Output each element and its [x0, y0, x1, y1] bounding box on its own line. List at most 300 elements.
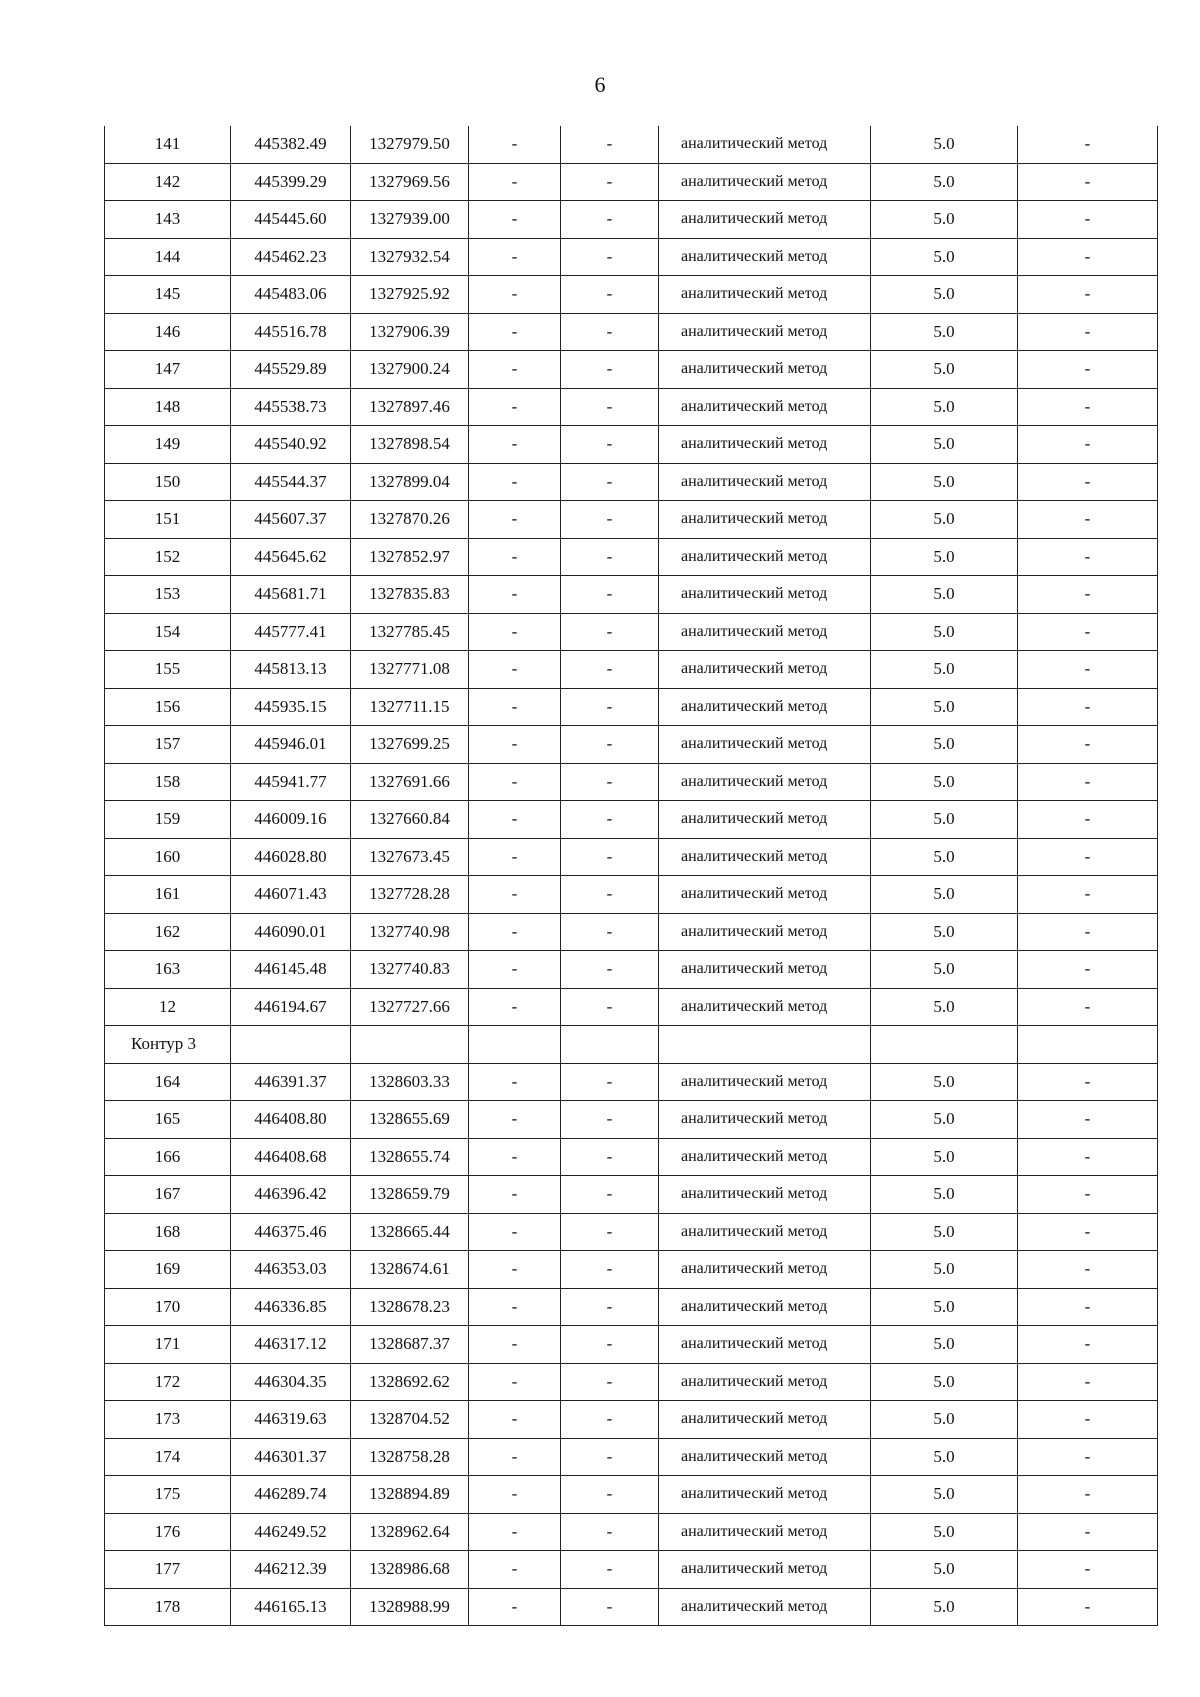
method-cell: аналитический метод	[659, 1438, 871, 1476]
point-number-cell: 162	[105, 913, 231, 951]
dash-cell: -	[561, 126, 659, 163]
table-row	[105, 538, 1158, 576]
dash-cell: -	[561, 501, 659, 539]
dash-cell: -	[561, 1063, 659, 1101]
point-number-cell: 12	[105, 988, 231, 1026]
dash-cell: -	[469, 1213, 561, 1251]
x-coordinate-cell: 445935.15	[231, 688, 351, 726]
method-cell: аналитический метод	[659, 1513, 871, 1551]
method-cell: аналитический метод	[659, 801, 871, 839]
method-cell: аналитический метод	[659, 201, 871, 239]
dash-cell: -	[561, 1438, 659, 1476]
dash-cell: -	[469, 763, 561, 801]
dash-cell: -	[1018, 1288, 1158, 1326]
table-row	[105, 238, 1158, 276]
accuracy-cell: 5.0	[871, 1588, 1018, 1626]
table-row	[105, 501, 1158, 539]
dash-cell: -	[469, 1513, 561, 1551]
method-cell: аналитический метод	[659, 1251, 871, 1289]
table-row	[105, 913, 1158, 951]
dash-cell: -	[469, 576, 561, 614]
table-row	[105, 126, 1158, 163]
dash-cell: -	[469, 726, 561, 764]
method-cell: аналитический метод	[659, 1326, 871, 1364]
method-cell: аналитический метод	[659, 763, 871, 801]
dash-cell: -	[1018, 1513, 1158, 1551]
method-cell: аналитический метод	[659, 1288, 871, 1326]
dash-cell: -	[561, 913, 659, 951]
dash-cell: -	[561, 1213, 659, 1251]
x-coordinate-cell: 446375.46	[231, 1213, 351, 1251]
dash-cell: -	[561, 276, 659, 314]
method-cell: аналитический метод	[659, 576, 871, 614]
dash-cell: -	[469, 501, 561, 539]
y-coordinate-cell: 1328665.44	[351, 1213, 469, 1251]
dash-cell: -	[561, 576, 659, 614]
dash-cell: -	[561, 1176, 659, 1214]
dash-cell: -	[1018, 463, 1158, 501]
table-row	[105, 726, 1158, 764]
point-number-cell: 172	[105, 1363, 231, 1401]
x-coordinate-cell: 445544.37	[231, 463, 351, 501]
y-coordinate-cell: 1327925.92	[351, 276, 469, 314]
dash-cell: -	[561, 801, 659, 839]
point-number-cell: 151	[105, 501, 231, 539]
y-coordinate-cell: 1327711.15	[351, 688, 469, 726]
x-coordinate-cell: 446353.03	[231, 1251, 351, 1289]
dash-cell: -	[1018, 838, 1158, 876]
point-number-cell: 153	[105, 576, 231, 614]
dash-cell: -	[561, 463, 659, 501]
accuracy-cell: 5.0	[871, 801, 1018, 839]
point-number-cell: 176	[105, 1513, 231, 1551]
method-cell: аналитический метод	[659, 238, 871, 276]
table-cell	[351, 1026, 469, 1064]
y-coordinate-cell: 1328704.52	[351, 1401, 469, 1439]
dash-cell: -	[1018, 988, 1158, 1026]
accuracy-cell: 5.0	[871, 313, 1018, 351]
method-cell: аналитический метод	[659, 1363, 871, 1401]
table-row	[105, 1213, 1158, 1251]
method-cell: аналитический метод	[659, 876, 871, 914]
point-number-cell: 175	[105, 1476, 231, 1514]
point-number-cell: 164	[105, 1063, 231, 1101]
x-coordinate-cell: 446249.52	[231, 1513, 351, 1551]
point-number-cell: 159	[105, 801, 231, 839]
y-coordinate-cell: 1328962.64	[351, 1513, 469, 1551]
table-cell	[659, 1026, 871, 1064]
method-cell: аналитический метод	[659, 951, 871, 989]
dash-cell: -	[561, 726, 659, 764]
y-coordinate-cell: 1328687.37	[351, 1326, 469, 1364]
x-coordinate-cell: 446408.68	[231, 1138, 351, 1176]
point-number-cell: 146	[105, 313, 231, 351]
table-row	[105, 838, 1158, 876]
table-row	[105, 1138, 1158, 1176]
point-number-cell: 165	[105, 1101, 231, 1139]
method-cell: аналитический метод	[659, 688, 871, 726]
point-number-cell: 163	[105, 951, 231, 989]
y-coordinate-cell: 1327691.66	[351, 763, 469, 801]
x-coordinate-cell: 446396.42	[231, 1176, 351, 1214]
y-coordinate-cell: 1327969.56	[351, 163, 469, 201]
dash-cell: -	[1018, 763, 1158, 801]
dash-cell: -	[1018, 951, 1158, 989]
dash-cell: -	[561, 426, 659, 464]
dash-cell: -	[469, 1251, 561, 1289]
dash-cell: -	[1018, 1101, 1158, 1139]
table-cell	[1018, 1026, 1158, 1064]
accuracy-cell: 5.0	[871, 1213, 1018, 1251]
table-row	[105, 576, 1158, 614]
point-number-cell: 174	[105, 1438, 231, 1476]
dash-cell: -	[469, 1588, 561, 1626]
accuracy-cell: 5.0	[871, 763, 1018, 801]
dash-cell: -	[561, 988, 659, 1026]
dash-cell: -	[1018, 238, 1158, 276]
x-coordinate-cell: 446165.13	[231, 1588, 351, 1626]
x-coordinate-cell: 445645.62	[231, 538, 351, 576]
dash-cell: -	[561, 1401, 659, 1439]
dash-cell: -	[1018, 726, 1158, 764]
table-row	[105, 313, 1158, 351]
point-number-cell: 154	[105, 613, 231, 651]
x-coordinate-cell: 446194.67	[231, 988, 351, 1026]
accuracy-cell: 5.0	[871, 1101, 1018, 1139]
x-coordinate-cell: 446336.85	[231, 1288, 351, 1326]
y-coordinate-cell: 1327785.45	[351, 613, 469, 651]
dash-cell: -	[469, 838, 561, 876]
dash-cell: -	[469, 651, 561, 689]
method-cell: аналитический метод	[659, 1551, 871, 1589]
accuracy-cell: 5.0	[871, 1513, 1018, 1551]
dash-cell: -	[561, 201, 659, 239]
dash-cell: -	[469, 1326, 561, 1364]
method-cell: аналитический метод	[659, 538, 871, 576]
accuracy-cell: 5.0	[871, 163, 1018, 201]
dash-cell: -	[561, 838, 659, 876]
method-cell: аналитический метод	[659, 1138, 871, 1176]
coordinates-table	[104, 126, 1158, 1626]
table-row	[105, 876, 1158, 914]
accuracy-cell: 5.0	[871, 501, 1018, 539]
point-number-cell: 160	[105, 838, 231, 876]
method-cell: аналитический метод	[659, 426, 871, 464]
dash-cell: -	[561, 876, 659, 914]
table-body-after	[105, 1063, 1158, 1626]
table-row	[105, 1288, 1158, 1326]
dash-cell: -	[469, 463, 561, 501]
y-coordinate-cell: 1327870.26	[351, 501, 469, 539]
table-row	[105, 1513, 1158, 1551]
accuracy-cell: 5.0	[871, 126, 1018, 163]
dash-cell: -	[469, 1363, 561, 1401]
accuracy-cell: 5.0	[871, 1438, 1018, 1476]
y-coordinate-cell: 1327727.66	[351, 988, 469, 1026]
x-coordinate-cell: 445777.41	[231, 613, 351, 651]
table-row	[105, 426, 1158, 464]
point-number-cell: 149	[105, 426, 231, 464]
y-coordinate-cell: 1328655.69	[351, 1101, 469, 1139]
x-coordinate-cell: 445382.49	[231, 126, 351, 163]
point-number-cell: 170	[105, 1288, 231, 1326]
y-coordinate-cell: 1327898.54	[351, 426, 469, 464]
dash-cell: -	[561, 388, 659, 426]
dash-cell: -	[1018, 613, 1158, 651]
table-row	[105, 276, 1158, 314]
accuracy-cell: 5.0	[871, 426, 1018, 464]
dash-cell: -	[1018, 1438, 1158, 1476]
accuracy-cell: 5.0	[871, 651, 1018, 689]
dash-cell: -	[561, 238, 659, 276]
method-cell: аналитический метод	[659, 1213, 871, 1251]
x-coordinate-cell: 446317.12	[231, 1326, 351, 1364]
dash-cell: -	[469, 538, 561, 576]
method-cell: аналитический метод	[659, 463, 871, 501]
method-cell: аналитический метод	[659, 838, 871, 876]
method-cell: аналитический метод	[659, 313, 871, 351]
y-coordinate-cell: 1328988.99	[351, 1588, 469, 1626]
accuracy-cell: 5.0	[871, 351, 1018, 389]
dash-cell: -	[561, 651, 659, 689]
y-coordinate-cell: 1327771.08	[351, 651, 469, 689]
dash-cell: -	[1018, 576, 1158, 614]
accuracy-cell: 5.0	[871, 1063, 1018, 1101]
table-row	[105, 1438, 1158, 1476]
dash-cell: -	[469, 126, 561, 163]
table-row	[105, 163, 1158, 201]
contour-section	[105, 1026, 1158, 1064]
accuracy-cell: 5.0	[871, 1288, 1018, 1326]
point-number-cell: 168	[105, 1213, 231, 1251]
point-number-cell: 158	[105, 763, 231, 801]
table-row	[105, 951, 1158, 989]
table-cell	[231, 1026, 351, 1064]
dash-cell: -	[1018, 688, 1158, 726]
method-cell: аналитический метод	[659, 1063, 871, 1101]
x-coordinate-cell: 445813.13	[231, 651, 351, 689]
y-coordinate-cell: 1327835.83	[351, 576, 469, 614]
y-coordinate-cell: 1327939.00	[351, 201, 469, 239]
dash-cell: -	[469, 351, 561, 389]
dash-cell: -	[561, 951, 659, 989]
y-coordinate-cell: 1327900.24	[351, 351, 469, 389]
table-row	[105, 201, 1158, 239]
x-coordinate-cell: 445681.71	[231, 576, 351, 614]
point-number-cell: 169	[105, 1251, 231, 1289]
dash-cell: -	[469, 388, 561, 426]
x-coordinate-cell: 446408.80	[231, 1101, 351, 1139]
dash-cell: -	[1018, 1551, 1158, 1589]
point-number-cell: 155	[105, 651, 231, 689]
dash-cell: -	[1018, 1138, 1158, 1176]
dash-cell: -	[469, 201, 561, 239]
y-coordinate-cell: 1328678.23	[351, 1288, 469, 1326]
dash-cell: -	[469, 988, 561, 1026]
table-row	[105, 1326, 1158, 1364]
point-number-cell: 143	[105, 201, 231, 239]
dash-cell: -	[469, 1476, 561, 1514]
table-row	[105, 801, 1158, 839]
table-row	[105, 763, 1158, 801]
dash-cell: -	[1018, 1213, 1158, 1251]
point-number-cell: 145	[105, 276, 231, 314]
accuracy-cell: 5.0	[871, 913, 1018, 951]
x-coordinate-cell: 445399.29	[231, 163, 351, 201]
dash-cell: -	[469, 313, 561, 351]
accuracy-cell: 5.0	[871, 1138, 1018, 1176]
dash-cell: -	[561, 1513, 659, 1551]
dash-cell: -	[1018, 1401, 1158, 1439]
dash-cell: -	[469, 426, 561, 464]
point-number-cell: 173	[105, 1401, 231, 1439]
y-coordinate-cell: 1328659.79	[351, 1176, 469, 1214]
x-coordinate-cell: 445445.60	[231, 201, 351, 239]
dash-cell: -	[469, 951, 561, 989]
dash-cell: -	[469, 1063, 561, 1101]
y-coordinate-cell: 1328758.28	[351, 1438, 469, 1476]
method-cell: аналитический метод	[659, 613, 871, 651]
table-row	[105, 651, 1158, 689]
accuracy-cell: 5.0	[871, 613, 1018, 651]
method-cell: аналитический метод	[659, 913, 871, 951]
contour-label: Контур 3	[105, 1026, 231, 1064]
y-coordinate-cell: 1327932.54	[351, 238, 469, 276]
accuracy-cell: 5.0	[871, 1363, 1018, 1401]
x-coordinate-cell: 445946.01	[231, 726, 351, 764]
point-number-cell: 157	[105, 726, 231, 764]
dash-cell: -	[1018, 426, 1158, 464]
point-number-cell: 167	[105, 1176, 231, 1214]
dash-cell: -	[1018, 538, 1158, 576]
method-cell: аналитический метод	[659, 388, 871, 426]
accuracy-cell: 5.0	[871, 238, 1018, 276]
table-row	[105, 351, 1158, 389]
dash-cell: -	[469, 1401, 561, 1439]
dash-cell: -	[469, 1288, 561, 1326]
x-coordinate-cell: 445607.37	[231, 501, 351, 539]
dash-cell: -	[469, 1101, 561, 1139]
point-number-cell: 171	[105, 1326, 231, 1364]
method-cell: аналитический метод	[659, 501, 871, 539]
x-coordinate-cell: 446028.80	[231, 838, 351, 876]
point-number-cell: 142	[105, 163, 231, 201]
dash-cell: -	[1018, 913, 1158, 951]
x-coordinate-cell: 446212.39	[231, 1551, 351, 1589]
dash-cell: -	[561, 1363, 659, 1401]
accuracy-cell: 5.0	[871, 388, 1018, 426]
dash-cell: -	[1018, 876, 1158, 914]
method-cell: аналитический метод	[659, 1176, 871, 1214]
table-cell	[561, 1026, 659, 1064]
page-number: 6	[594, 72, 606, 97]
y-coordinate-cell: 1327673.45	[351, 838, 469, 876]
method-cell: аналитический метод	[659, 163, 871, 201]
dash-cell: -	[1018, 1588, 1158, 1626]
dash-cell: -	[1018, 1476, 1158, 1514]
dash-cell: -	[1018, 651, 1158, 689]
x-coordinate-cell: 446289.74	[231, 1476, 351, 1514]
x-coordinate-cell: 446304.35	[231, 1363, 351, 1401]
accuracy-cell: 5.0	[871, 201, 1018, 239]
y-coordinate-cell: 1327699.25	[351, 726, 469, 764]
point-number-cell: 166	[105, 1138, 231, 1176]
contour-header-row	[105, 1026, 1158, 1064]
y-coordinate-cell: 1328655.74	[351, 1138, 469, 1176]
y-coordinate-cell: 1328692.62	[351, 1363, 469, 1401]
table-row	[105, 1476, 1158, 1514]
point-number-cell: 152	[105, 538, 231, 576]
dash-cell: -	[561, 688, 659, 726]
method-cell: аналитический метод	[659, 351, 871, 389]
x-coordinate-cell: 445529.89	[231, 351, 351, 389]
dash-cell: -	[1018, 276, 1158, 314]
table-row	[105, 1101, 1158, 1139]
x-coordinate-cell: 446145.48	[231, 951, 351, 989]
table-row	[105, 463, 1158, 501]
method-cell: аналитический метод	[659, 1401, 871, 1439]
point-number-cell: 150	[105, 463, 231, 501]
dash-cell: -	[1018, 1251, 1158, 1289]
accuracy-cell: 5.0	[871, 276, 1018, 314]
point-number-cell: 144	[105, 238, 231, 276]
accuracy-cell: 5.0	[871, 1401, 1018, 1439]
dash-cell: -	[561, 163, 659, 201]
dash-cell: -	[469, 1551, 561, 1589]
dash-cell: -	[1018, 351, 1158, 389]
table-cell	[871, 1026, 1018, 1064]
accuracy-cell: 5.0	[871, 463, 1018, 501]
accuracy-cell: 5.0	[871, 1476, 1018, 1514]
point-number-cell: 147	[105, 351, 231, 389]
method-cell: аналитический метод	[659, 1588, 871, 1626]
dash-cell: -	[469, 913, 561, 951]
dash-cell: -	[561, 763, 659, 801]
accuracy-cell: 5.0	[871, 951, 1018, 989]
x-coordinate-cell: 446009.16	[231, 801, 351, 839]
dash-cell: -	[1018, 1063, 1158, 1101]
dash-cell: -	[469, 238, 561, 276]
point-number-cell: 177	[105, 1551, 231, 1589]
dash-cell: -	[561, 1251, 659, 1289]
table-row	[105, 1363, 1158, 1401]
method-cell: аналитический метод	[659, 276, 871, 314]
y-coordinate-cell: 1328986.68	[351, 1551, 469, 1589]
table-cell	[469, 1026, 561, 1064]
dash-cell: -	[469, 688, 561, 726]
dash-cell: -	[561, 1476, 659, 1514]
table-row	[105, 1588, 1158, 1626]
x-coordinate-cell: 445516.78	[231, 313, 351, 351]
dash-cell: -	[561, 313, 659, 351]
dash-cell: -	[469, 1176, 561, 1214]
dash-cell: -	[469, 276, 561, 314]
dash-cell: -	[1018, 201, 1158, 239]
y-coordinate-cell: 1328894.89	[351, 1476, 469, 1514]
accuracy-cell: 5.0	[871, 688, 1018, 726]
point-number-cell: 156	[105, 688, 231, 726]
accuracy-cell: 5.0	[871, 576, 1018, 614]
dash-cell: -	[561, 351, 659, 389]
table-row	[105, 688, 1158, 726]
table-body-before	[105, 126, 1158, 1026]
table-row	[105, 1401, 1158, 1439]
y-coordinate-cell: 1327897.46	[351, 388, 469, 426]
method-cell: аналитический метод	[659, 1101, 871, 1139]
point-number-cell: 141	[105, 126, 231, 163]
dash-cell: -	[1018, 501, 1158, 539]
accuracy-cell: 5.0	[871, 988, 1018, 1026]
